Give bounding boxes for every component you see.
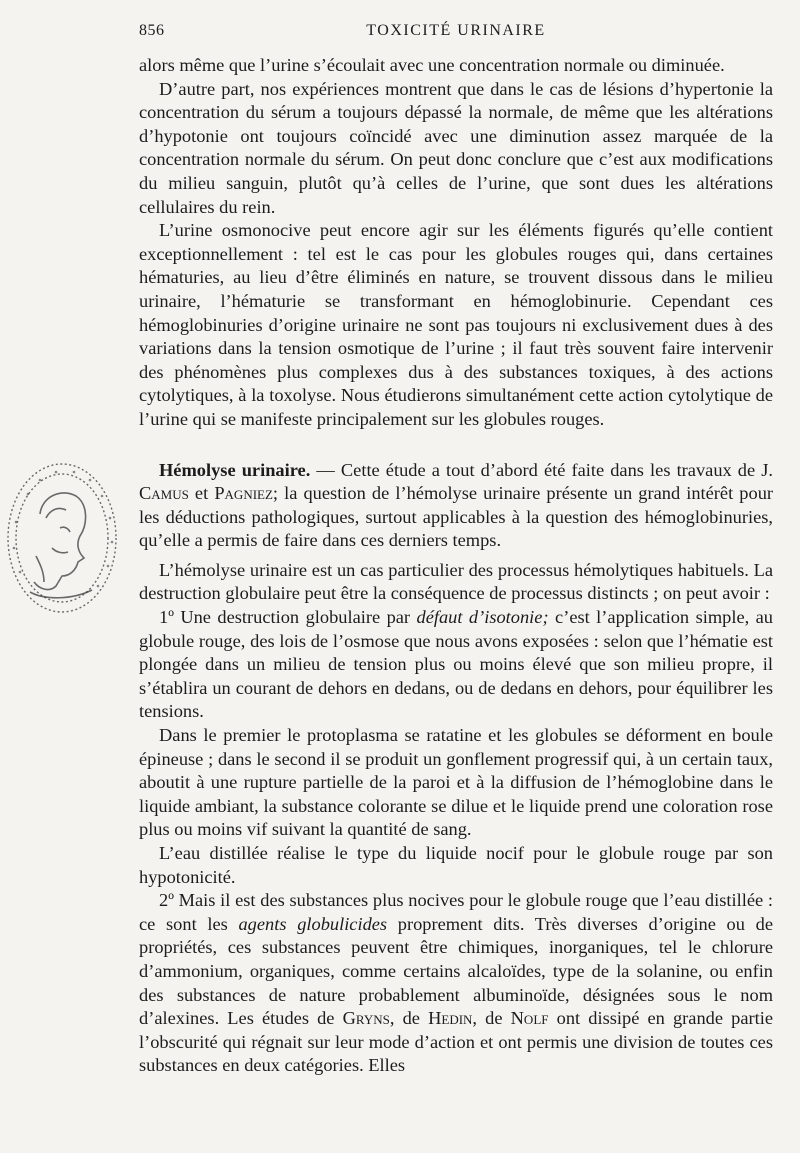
running-title: TOXICITÉ URINAIRE xyxy=(366,22,546,39)
author-name: Pagniez xyxy=(214,483,273,504)
text-run: , de xyxy=(472,1008,511,1029)
paragraph-continued: alors même que l’urine s’écoulait avec une concentration normale ou diminuée. xyxy=(139,55,725,75)
text-run: c’est l’application simple, au globule rouge, des lois de l’osmose que nous avons exposées : selon que l’hématie est plongée dans un milieu de tension plus ou moins élevé que son milieu propre, il s’établira un courant de dehors en dedans, ou de dedans en dehors, pour équilibrer les tensions. xyxy=(139,607,773,722)
page-number: 856 xyxy=(139,22,165,39)
text-run: et xyxy=(188,483,215,504)
paragraph-eau-distillee: L’eau distillée réalise le type du liquide nocif pour le globule rouge par son hypotonicité. xyxy=(139,843,773,887)
running-header xyxy=(139,22,773,44)
author-name: Hedin xyxy=(428,1008,473,1029)
text-run: 1º Une destruction globulaire par xyxy=(159,607,417,628)
author-name: Nolf xyxy=(510,1008,549,1029)
author-name: Camus xyxy=(139,483,189,504)
text-run: , de xyxy=(389,1008,429,1029)
italic-term: défaut d’isotonie; xyxy=(416,607,549,628)
author-name: Gryns xyxy=(342,1008,390,1029)
paragraph-hypertonie: D’autre part, nos expériences montrent que dans le cas de lésions d’hypertonie la concentration du sérum a toujours dépassé la normale, de même que les altérations d’hypotonie ont toujours coïncidé avec une diminution assez marquée de la concentration normale du sérum. On peut donc conclure que c’est aux modifications du milieu sanguin, plutôt qu’à celles de l’urine, que sont dues les altérations cellulaires du rein. xyxy=(139,78,773,217)
page-body xyxy=(139,54,773,1078)
paragraph-protoplasma: Dans le premier le protoplasma se ratatine et les globules se déforment en boule épineuse ; dans le second il se produit un gonflement progressif qui, à un certain taux, aboutit à une rupture partielle de la paroi et à la diffusion de l’hémoglobine dans le liquide ambiant, la substance colorante se dilue et le liquide prend une coloration rose plus ou moins vif suivant la quantité de sang. xyxy=(139,725,773,840)
italic-term: agents globulicides xyxy=(238,913,388,934)
paragraph-hemolyse-urinaire xyxy=(139,459,773,553)
paragraph-processus: L’hémolyse urinaire est un cas particulier des processus hémolytiques habituels. La destruction globulaire peut être la conséquence de processus distincts ; on peut avoir : xyxy=(139,559,773,604)
text-run: ; la question de l’hémolyse urinaire présente un grand intérêt pour les déductions pathologiques, surtout applicables à la question des hémoglobinuries, qu’elle a permis de faire dans ces derniers temps. xyxy=(139,483,774,551)
text-run: proprement dits. Très diverses d’origine ou de propriétés, ces substances peuvent être chimiques, inorganiques, tel le chlorure d’ammonium, organiques, comme certains alcaloïdes, type de la solanine, ou enfin des substances de nature probablement albuminoïde, désignées sous le nom d’alexines. Les études de xyxy=(139,913,773,1029)
text-run: — Cette étude a tout d’abord été faite dans les travaux de J. xyxy=(310,459,774,480)
section-heading: Hémolyse urinaire. xyxy=(159,459,311,480)
text-run: ont dissipé en grande partie l’obscurité qui régnait sur leur mode d’action et ont permis une division de toutes ces substances en deux catégories. Elles xyxy=(139,1008,774,1076)
paragraph-urine-osmonocive: L’urine osmonocive peut encore agir sur les éléments figurés qu’elle contient exceptionnellement : tel est le cas pour les globules rouges qui, dans certaines hématuries, au lieu d’être éliminés en nature, se trouvent dissous dans le milieu urinaire, l’hématurie se transformant en hémoglobinurie. Cependant ces hémoglobinuries d’origine urinaire ne sont pas toujours ni exclusivement dues à des variations dans la tension osmotique de l’urine ; il faut très souvent faire intervenir des phénomènes plus complexes dus à des substances toxiques, à des actions cytolytiques, à la toxolyse. Nous étudierons simultanément cette action cytolytique de l’urine qui se manifeste principalement sur les globules rouges. xyxy=(139,220,773,429)
text-run: 2º Mais il est des substances plus nocives pour le globule rouge que l’eau distillée : ce sont les xyxy=(139,890,773,934)
paragraph-point-1 xyxy=(139,606,773,724)
paragraph-point-2 xyxy=(139,889,773,1078)
library-stamp-icon xyxy=(0,452,128,624)
